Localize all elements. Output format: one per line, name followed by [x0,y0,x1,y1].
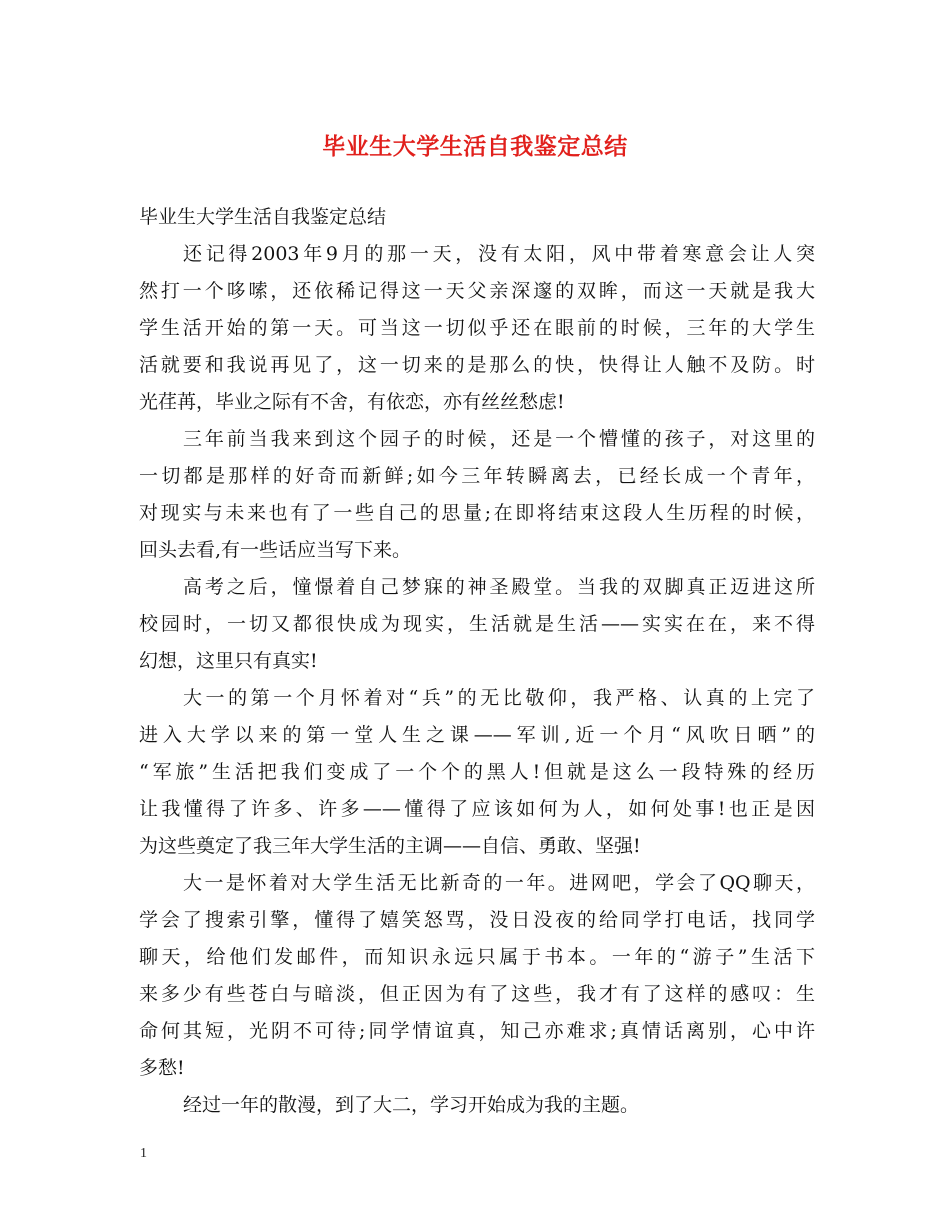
paragraph-line: 光荏苒，毕业之际有不舍，有依恋，亦有丝丝愁虑! [139,391,565,413]
paragraph-line: 进入大学以来的第一堂人生之课——军训,近一个月“风吹日晒”的 [139,724,815,746]
paragraph-line: 活就要和我说再见了，这一切来的是那么的快，快得让人触不及防。时 [139,354,815,376]
paragraph-line: 幻想，这里只有真实! [139,650,318,672]
document-body [139,199,815,1124]
paragraph-line: 聊天，给他们发邮件，而知识永远只属于书本。一年的“游子”生活下 [139,946,815,968]
paragraph-line: 校园时，一切又都很快成为现实，生活就是生活——实实在在，来不得 [139,613,815,635]
page-number: 1 [140,1146,147,1161]
paragraph-line: 回头去看,有一些话应当写下来。 [139,539,412,561]
paragraph-line: 对现实与未来也有了一些自己的思量;在即将结束这段人生历程的时候， [139,502,815,524]
subtitle-line: 毕业生大学生活自我鉴定总结 [139,206,387,228]
paragraph-line: 大一是怀着对大学生活无比新奇的一年。进网吧，学会了QQ聊天， [183,872,815,894]
paragraph-line: 然打一个哆嗦，还依稀记得这一天父亲深邃的双眸，而这一天就是我大 [139,280,815,302]
paragraph-line: “军旅”生活把我们变成了一个个的黑人!但就是这么一段特殊的经历 [139,761,815,783]
paragraph-line: 一切都是那样的好奇而新鲜;如今三年转瞬离去，已经长成一个青年， [139,465,815,487]
paragraph-line: 大一的第一个月怀着对“兵”的无比敬仰，我严格、认真的上完了 [183,687,815,709]
paragraph-line: 三年前当我来到这个园子的时候，还是一个懵懂的孩子，对这里的 [183,428,815,450]
paragraph-line: 还记得2003年9月的那一天，没有太阳，风中带着寒意会让人突 [183,243,815,265]
paragraph-line: 学会了搜索引擎，懂得了嬉笑怒骂，没日没夜的给同学打电话，找同学 [139,909,815,931]
paragraph-line: 学生活开始的第一天。可当这一切似乎还在眼前的时候，三年的大学生 [139,317,815,339]
document-title: 毕业生大学生活自我鉴定总结 [322,133,628,160]
paragraph-line: 经过一年的散漫，到了大二，学习开始成为我的主题。 [183,1094,640,1116]
paragraph-line: 来多少有些苍白与暗淡，但正因为有了这些，我才有了这样的感叹：生 [139,983,815,1005]
paragraph-line: 高考之后，憧憬着自己梦寐的神圣殿堂。当我的双脚真正迈进这所 [183,576,815,598]
paragraph-line: 多愁! [139,1057,185,1079]
paragraph-line: 让我懂得了许多、许多——懂得了应该如何为人，如何处事!也正是因 [139,798,815,820]
paragraph-line: 命何其短，光阴不可待;同学情谊真，知己亦难求;真情话离别，心中许 [139,1020,815,1042]
paragraph-line: 为这些奠定了我三年大学生活的主调——自信、勇敢、坚强! [139,835,641,857]
